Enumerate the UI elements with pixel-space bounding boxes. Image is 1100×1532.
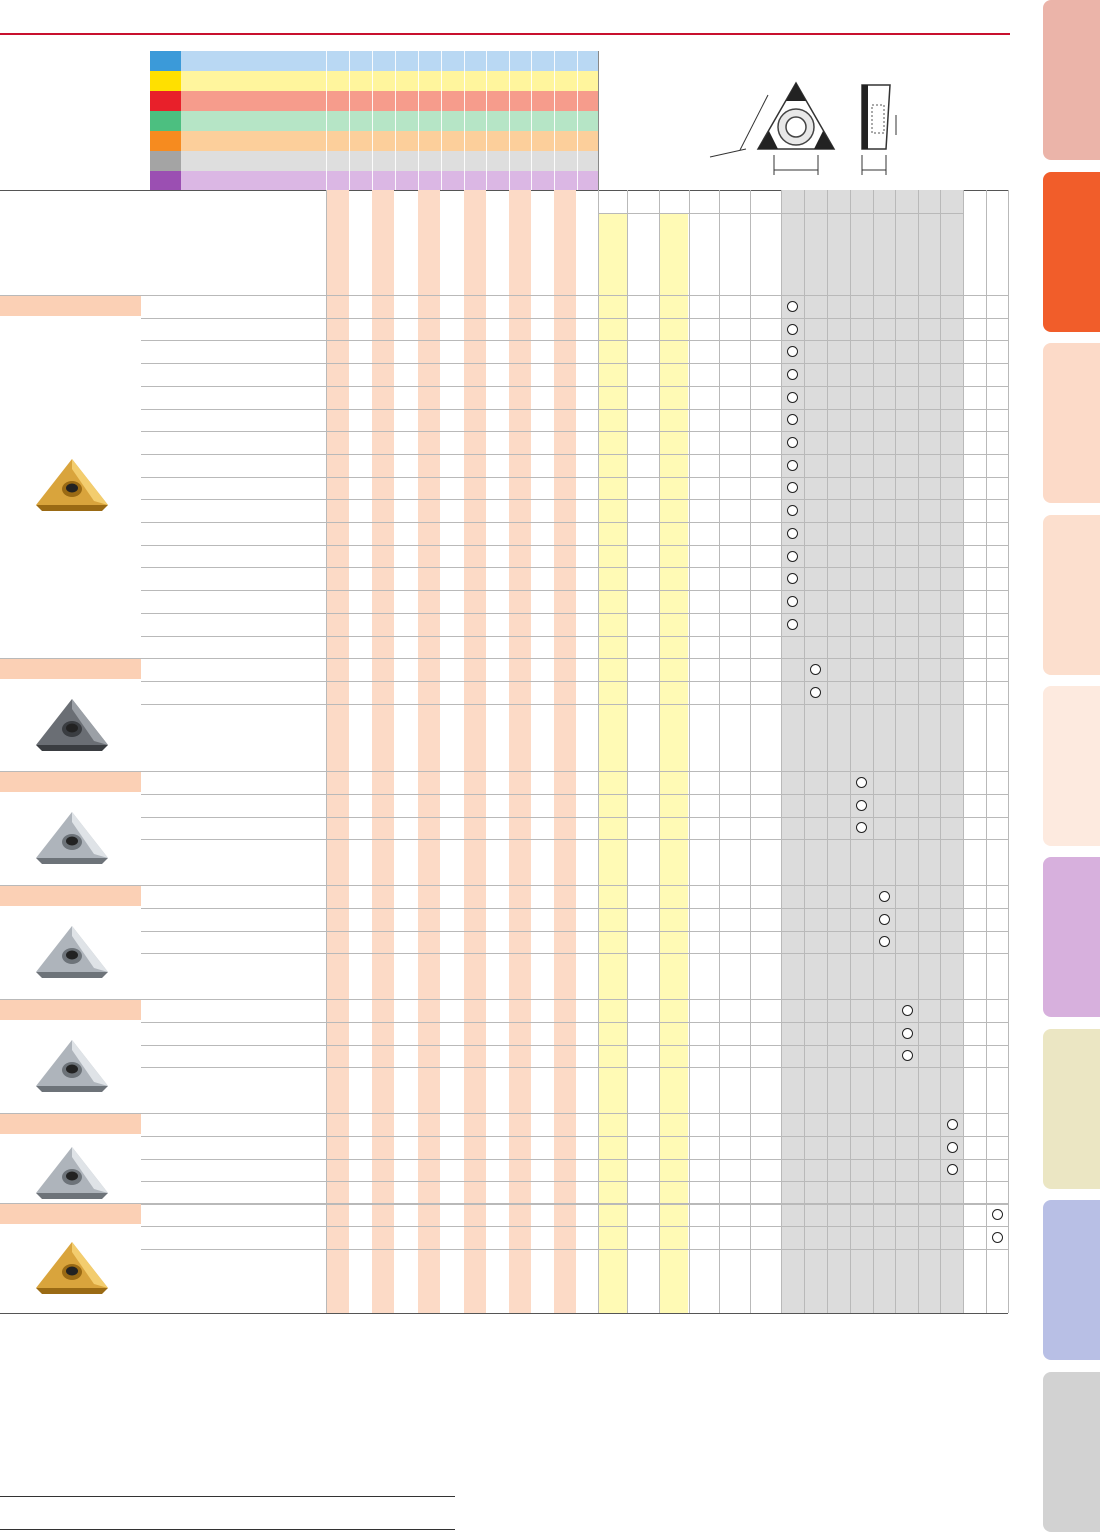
- legend-row: [181, 131, 598, 151]
- circle-mark-icon: [787, 505, 798, 516]
- legend-swatch: [150, 111, 181, 131]
- grid-column-line: [719, 190, 720, 1313]
- table-row-line: [141, 522, 1008, 523]
- side-index-tab: [1043, 172, 1100, 332]
- circle-mark-icon: [810, 687, 821, 698]
- section-header-band: [0, 295, 141, 316]
- table-row-line: [141, 1159, 1008, 1160]
- table-row-line: [141, 590, 1008, 591]
- legend-divider: [349, 51, 350, 191]
- grid-column-line: [326, 190, 327, 1313]
- table-row-line: [141, 431, 1008, 432]
- side-index-tab: [1043, 1200, 1100, 1360]
- legend-row: [181, 51, 598, 71]
- triangle-insert-icon: [32, 695, 112, 755]
- legend-divider: [486, 51, 487, 191]
- circle-mark-icon: [879, 891, 890, 902]
- table-row-line: [141, 340, 1008, 341]
- table-row-line: [0, 1203, 1008, 1204]
- circle-mark-icon: [947, 1119, 958, 1130]
- legend-row: [181, 91, 598, 111]
- section-header-band: [0, 658, 141, 679]
- table-row-line: [141, 636, 1008, 637]
- grade-band-pink: [372, 190, 394, 1313]
- table-row-line: [141, 386, 1008, 387]
- table-row-line: [0, 885, 1008, 886]
- legend-divider: [372, 51, 373, 191]
- circle-mark-icon: [787, 437, 798, 448]
- table-row-line: [0, 658, 1008, 659]
- table-row-line: [0, 1113, 1008, 1114]
- legend-swatch: [150, 151, 181, 171]
- side-index-tab: [1043, 343, 1100, 503]
- circle-mark-icon: [992, 1232, 1003, 1243]
- legend-divider: [395, 51, 396, 191]
- circle-mark-icon: [947, 1142, 958, 1153]
- circle-mark-icon: [787, 414, 798, 425]
- triangle-insert-icon: [32, 922, 112, 982]
- side-index-tab: [1043, 686, 1100, 846]
- legend-divider: [326, 51, 327, 191]
- table-row-line: [141, 1136, 1008, 1137]
- circle-mark-icon: [902, 1028, 913, 1039]
- legend-swatch: [150, 71, 181, 91]
- table-row-line: [141, 1022, 1008, 1023]
- legend-right-edge: [598, 51, 599, 191]
- table-row-line: [141, 1067, 1008, 1068]
- grade-band-pink: [327, 190, 349, 1313]
- grid-column-line: [627, 190, 628, 1313]
- circle-mark-icon: [787, 573, 798, 584]
- grid-column-line: [750, 190, 751, 1313]
- grid-column-line: [804, 190, 805, 1313]
- section-header-band: [0, 1203, 141, 1224]
- circle-mark-icon: [787, 392, 798, 403]
- grade-band-pink: [509, 190, 531, 1313]
- section-header-band: [0, 1113, 141, 1134]
- circle-mark-icon: [947, 1164, 958, 1175]
- table-row-line: [141, 839, 1008, 840]
- grade-band-pink: [554, 190, 576, 1313]
- circle-mark-icon: [902, 1005, 913, 1016]
- grid-column-line: [918, 190, 919, 1313]
- section-header-band: [0, 885, 141, 906]
- side-index-tab: [1043, 1372, 1100, 1532]
- circle-mark-icon: [787, 346, 798, 357]
- legend-row: [181, 151, 598, 171]
- section-header-band: [0, 999, 141, 1020]
- grade-band-yellow: [660, 214, 688, 1313]
- table-row-line: [141, 1226, 1008, 1227]
- legend-divider: [577, 51, 578, 191]
- circle-mark-icon: [856, 822, 867, 833]
- circle-mark-icon: [810, 664, 821, 675]
- circle-mark-icon: [902, 1050, 913, 1061]
- table-row-line: [141, 1249, 1008, 1250]
- grid-column-line: [1008, 190, 1009, 1313]
- table-row-line: [141, 1045, 1008, 1046]
- footer-line-2: [0, 1529, 455, 1530]
- table-row-line: [141, 477, 1008, 478]
- side-index-tab: [1043, 857, 1100, 1017]
- circle-mark-icon: [879, 914, 890, 925]
- legend-row: [181, 71, 598, 91]
- table-row-line: [141, 545, 1008, 546]
- legend-swatch: [150, 51, 181, 71]
- table-row-line: [141, 704, 1008, 705]
- insert-dimension-diagram-icon: [700, 75, 930, 185]
- table-row-line: [141, 953, 1008, 954]
- table-row-line: [141, 454, 1008, 455]
- grid-column-line: [689, 190, 690, 1313]
- side-index-tab: [1043, 0, 1100, 160]
- table-row-line: [141, 613, 1008, 614]
- grade-band-gray: [781, 190, 963, 1313]
- grid-column-line: [963, 190, 964, 1313]
- legend-divider: [531, 51, 532, 191]
- grid-column-line: [659, 190, 660, 1313]
- legend-divider: [554, 51, 555, 191]
- circle-mark-icon: [787, 551, 798, 562]
- table-row-line: [141, 908, 1008, 909]
- legend-swatch: [150, 91, 181, 111]
- table-row-line: [141, 409, 1008, 410]
- circle-mark-icon: [787, 619, 798, 630]
- grade-band-pink: [418, 190, 440, 1313]
- table-row-line: [0, 295, 1008, 296]
- grid-column-line: [986, 190, 987, 1313]
- legend-row: [181, 171, 598, 191]
- table-row-line: [141, 931, 1008, 932]
- circle-mark-icon: [787, 460, 798, 471]
- legend-divider: [509, 51, 510, 191]
- legend-row: [181, 111, 598, 131]
- section-header-band: [0, 771, 141, 792]
- triangle-insert-icon: [32, 1036, 112, 1096]
- table-row-line: [141, 363, 1008, 364]
- circle-mark-icon: [787, 301, 798, 312]
- grid-column-line: [873, 190, 874, 1313]
- top-accent-line: [0, 33, 1010, 35]
- side-index-tab: [1043, 515, 1100, 675]
- table-row-line: [141, 1181, 1008, 1182]
- footer-line-1: [0, 1496, 455, 1497]
- grade-band-pink: [464, 190, 486, 1313]
- circle-mark-icon: [787, 482, 798, 493]
- circle-mark-icon: [856, 777, 867, 788]
- circle-mark-icon: [787, 324, 798, 335]
- subheader-rule: [598, 213, 963, 214]
- table-row-line: [141, 817, 1008, 818]
- legend-divider: [418, 51, 419, 191]
- circle-mark-icon: [787, 369, 798, 380]
- table-row-line: [141, 794, 1008, 795]
- table-row-line: [0, 999, 1008, 1000]
- grid-column-line: [850, 190, 851, 1313]
- table-row-line: [141, 318, 1008, 319]
- circle-mark-icon: [879, 936, 890, 947]
- legend-swatch: [150, 171, 181, 191]
- table-row-line: [141, 499, 1008, 500]
- grid-column-line: [940, 190, 941, 1313]
- circle-mark-icon: [787, 528, 798, 539]
- grid-column-line: [598, 190, 599, 1313]
- triangle-insert-icon: [32, 455, 112, 515]
- circle-mark-icon: [787, 596, 798, 607]
- table-row-line: [141, 681, 1008, 682]
- grid-column-line: [827, 190, 828, 1313]
- legend-divider: [441, 51, 442, 191]
- table-row-line: [141, 567, 1008, 568]
- triangle-insert-icon: [32, 1143, 112, 1203]
- side-index-tab: [1043, 1029, 1100, 1189]
- table-bottom-rule: [0, 1313, 1008, 1314]
- triangle-insert-icon: [32, 808, 112, 868]
- table-row-line: [0, 771, 1008, 772]
- circle-mark-icon: [856, 800, 867, 811]
- grade-band-yellow: [599, 214, 627, 1313]
- grid-column-line: [781, 190, 782, 1313]
- legend-swatch: [150, 131, 181, 151]
- grid-column-line: [895, 190, 896, 1313]
- triangle-insert-icon: [32, 1238, 112, 1298]
- circle-mark-icon: [992, 1209, 1003, 1220]
- legend-divider: [464, 51, 465, 191]
